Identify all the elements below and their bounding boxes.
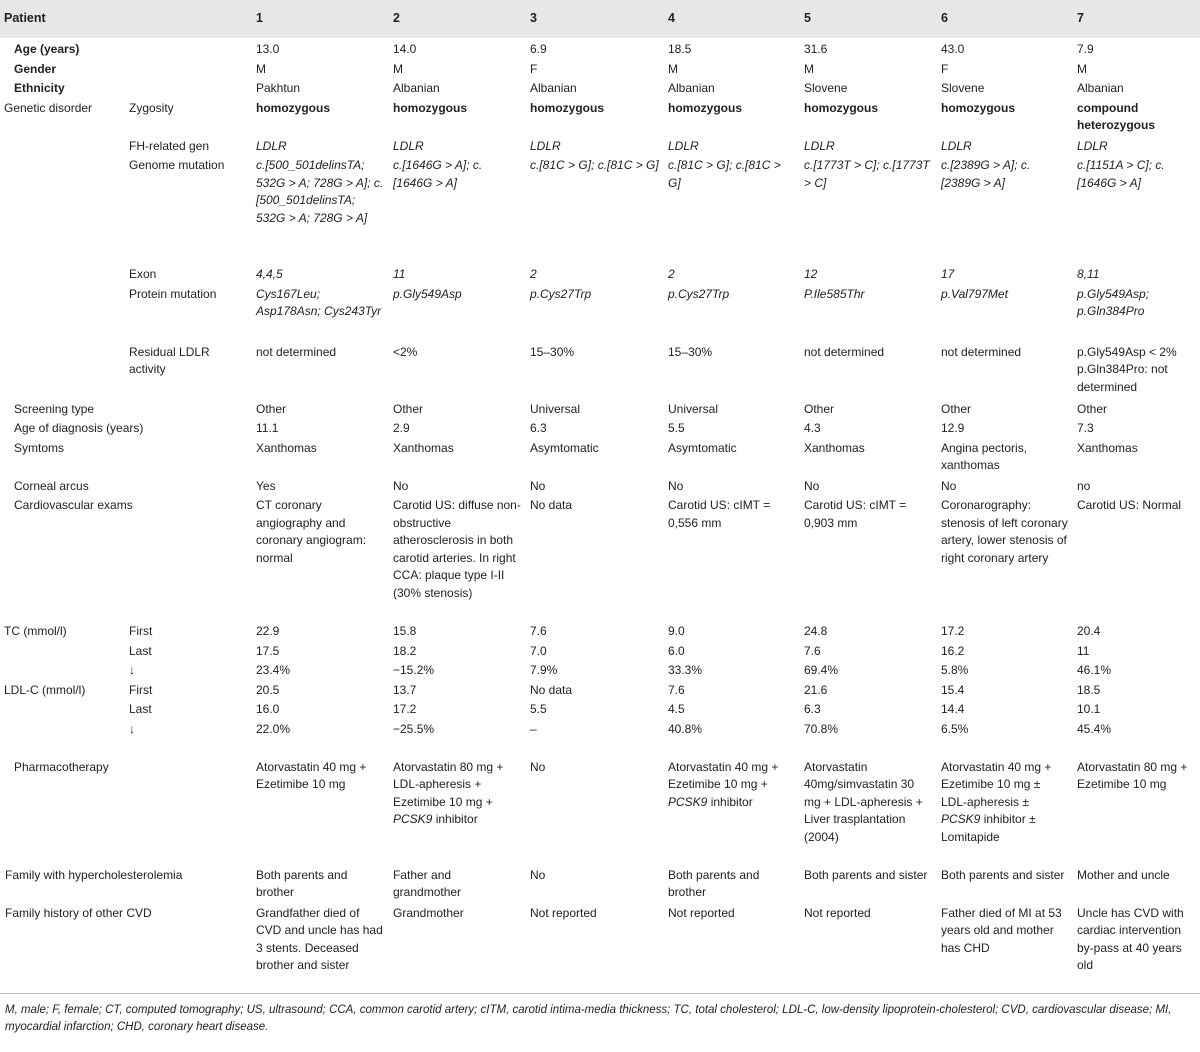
cell: Not reported: [668, 905, 735, 920]
cell: p.Gly549Asp: [393, 286, 462, 301]
cell: [936, 758, 1072, 866]
row-cv-exams: [0, 496, 1200, 622]
cell: 45.4%: [1077, 721, 1112, 736]
cell: 43.0: [941, 42, 965, 56]
cell: M: [668, 61, 678, 76]
cell-text: Atorvastatin 40 mg + Ezetimibe 10 mg +: [668, 759, 779, 791]
cell: 16.0: [256, 702, 280, 716]
cell: 11.1: [256, 421, 279, 435]
row-label: TC (mmol/l): [4, 624, 67, 638]
cell: LDLR: [393, 138, 424, 153]
cell: 7.9%: [530, 663, 558, 677]
down-arrow-icon: ↓: [129, 663, 135, 677]
cell: 6.9: [530, 42, 547, 56]
cell: No data: [530, 498, 573, 512]
cell: M: [256, 61, 266, 76]
cell: Both parents and sister: [804, 867, 928, 882]
cell: 2: [668, 267, 675, 281]
header-patient-1: 1: [256, 11, 263, 26]
cell: Other: [393, 401, 424, 416]
cell: Asymtomatic: [668, 440, 737, 455]
cell: 4.5: [668, 702, 685, 716]
row-family-hc: [0, 866, 1200, 904]
cell: 16.2: [941, 643, 965, 658]
cell: c.[500_501delinsTA; 532G > A; 728G > A]; c.[500_501delinsTA; 532G > A; 728G > A]: [256, 158, 384, 225]
cell: 9.0: [668, 624, 685, 638]
cell: Xanthomas: [1077, 440, 1138, 455]
row-gender: [0, 60, 1200, 80]
cell: No: [668, 478, 684, 493]
row-label: Age of diagnosis (years): [14, 421, 144, 435]
cell: p.Cys27Trp: [530, 286, 592, 301]
sub-label: Residual LDLR activity: [129, 344, 210, 376]
row-label: LDL-C (mmol/l): [4, 682, 86, 697]
row-family-cvd: [0, 904, 1200, 994]
cell: homozygous: [804, 100, 878, 115]
row-ldl-change: [0, 720, 1200, 758]
cell: Atorvastatin 80 mg + Ezetimibe 10 mg: [1077, 759, 1188, 791]
down-arrow-icon: ↓: [129, 721, 135, 736]
row-age: [0, 40, 1200, 60]
cell: M: [393, 61, 403, 76]
cell: 11: [1077, 643, 1090, 658]
cell: –: [530, 721, 537, 736]
cell: Both parents and brother: [256, 867, 348, 899]
cell: 20.4: [1077, 624, 1101, 638]
cell: 22.9: [256, 624, 280, 638]
cell: −25.5%: [393, 721, 435, 736]
row-label: Screening type: [14, 401, 95, 416]
row-screening-type: [0, 400, 1200, 420]
cell: <2%: [393, 344, 418, 359]
header-patient-3: 3: [530, 11, 537, 26]
cell: No: [530, 478, 546, 493]
sub-label: FH-related gen: [129, 138, 210, 153]
cell: homozygous: [668, 100, 742, 115]
cell: Not reported: [530, 905, 597, 920]
cell: Slovene: [804, 81, 848, 95]
cell: Albanian: [668, 81, 715, 95]
cell-text: inhibitor: [707, 794, 753, 809]
cell: 15.8: [393, 624, 417, 638]
cell: Father died of MI at 53 years old and mother has CHD: [941, 905, 1062, 955]
sub-label: First: [129, 682, 153, 697]
cell: homozygous: [941, 100, 1015, 115]
header-patient-5: 5: [804, 11, 811, 26]
row-fh-gene: [0, 137, 1200, 157]
cell: 4,4,5: [256, 267, 283, 281]
cell: Albanian: [1077, 81, 1124, 95]
cell: No: [393, 478, 409, 493]
cell: 18.5: [668, 42, 692, 56]
cell-text: Atorvastatin 40 mg + Ezetimibe 10 mg ± LDL-apheresis ±: [941, 759, 1052, 809]
cell: 20.5: [256, 682, 280, 697]
row-symptoms: [0, 439, 1200, 477]
cell: Father and grandmother: [393, 867, 462, 899]
cell-text: Atorvastatin 80 mg + LDL-apheresis + Ezetimibe 10 mg +: [393, 759, 504, 809]
cell: Albanian: [530, 81, 577, 95]
cell: 12: [804, 267, 818, 281]
cell: No: [530, 759, 546, 774]
cell: 24.8: [804, 624, 828, 638]
header-label: Patient: [4, 11, 46, 26]
sub-label: Zygosity: [129, 100, 174, 115]
cell: c.[81C > G]; c.[81C > G]: [668, 158, 781, 190]
cell: 4.3: [804, 421, 821, 435]
row-residual-activity: [0, 343, 1200, 400]
cell: 13.0: [256, 42, 280, 56]
cell: No: [530, 867, 546, 882]
row-tc-first: [0, 622, 1200, 642]
cell: Grandmother: [393, 905, 464, 920]
cell: Cys167Leu; Asp178Asn; Cys243Tyr: [256, 286, 382, 318]
row-ldl-last: [0, 700, 1200, 720]
cell-text: PCSK9: [941, 812, 981, 826]
cell: 7.9: [1077, 42, 1094, 56]
cell: 15–30%: [668, 344, 713, 359]
cell: 69.4%: [804, 663, 839, 677]
row-label: Ethnicity: [14, 81, 65, 95]
cell: 17.2: [393, 702, 417, 716]
cell: not determined: [256, 344, 337, 359]
cell: not determined: [941, 344, 1022, 359]
header-patient-2: 2: [393, 11, 400, 26]
cell: 18.2: [393, 643, 417, 658]
cell: homozygous: [393, 100, 467, 115]
cell: 6.3: [804, 702, 821, 716]
cell: CT coronary angiography and coronary angiogram: normal: [256, 498, 367, 565]
cell: Albanian: [393, 81, 440, 95]
table-footnote: M, male; F, female; CT, computed tomography; US, ultrasound; CCA, common carotid artery; cITM, carotid intima-media thickness; TC, total cholesterol; LDL-C, low-density lipoprotein-cholesterol; CVD, cardiovascular disease; MI, myocardial infarction; CHD, coronary heart disease.: [5, 1004, 1172, 1033]
cell: No: [941, 478, 957, 493]
cell: p.Val797Met: [941, 286, 1008, 301]
row-label: Family history of other CVD: [5, 905, 152, 920]
cell: homozygous: [256, 100, 330, 115]
cell: 15–30%: [530, 344, 575, 359]
cell: Both parents and sister: [941, 867, 1065, 882]
cell-text: inhibitor: [432, 812, 478, 826]
cell: 6.5%: [941, 721, 969, 736]
cell: 5.8%: [941, 663, 969, 677]
cell: F: [530, 61, 538, 76]
cell: Xanthomas: [393, 440, 454, 455]
cell: Carotid US: cIMT = 0,903 mm: [804, 498, 907, 530]
cell: p.Cys27Trp: [668, 286, 730, 301]
cell: F: [941, 61, 949, 76]
cell: 18.5: [1077, 682, 1101, 697]
row-corneal-arcus: [0, 477, 1200, 497]
cell: Carotid US: Normal: [1077, 498, 1182, 512]
cell: LDLR: [256, 138, 287, 153]
row-genome-mutation: [0, 156, 1200, 265]
cell: 46.1%: [1077, 663, 1112, 677]
cell: 14.0: [393, 42, 417, 56]
cell: 6.3: [530, 421, 547, 435]
cell: 2: [530, 267, 537, 281]
cell: Xanthomas: [256, 440, 317, 455]
cell: 70.8%: [804, 721, 839, 736]
cell: 17.2: [941, 624, 965, 638]
cell: Other: [256, 401, 287, 416]
sub-label: Exon: [129, 267, 157, 281]
cell: 23.4%: [256, 663, 291, 677]
cell: Universal: [530, 401, 581, 416]
cell-text: PCSK9: [393, 812, 433, 826]
cell-text: inhibitor ± Lomitapide: [941, 812, 1036, 844]
cell: LDLR: [941, 138, 972, 153]
row-label: Genetic disorder: [4, 100, 93, 115]
cell: P.Ile585Thr: [804, 286, 865, 301]
row-label: Age (years): [14, 42, 80, 56]
cell: 7.6: [668, 682, 685, 697]
cell: Asymtomatic: [530, 440, 599, 455]
cell: 17: [941, 267, 955, 281]
row-label: Pharmacotherapy: [14, 759, 109, 774]
cell: 6.0: [668, 643, 685, 658]
sub-label: Genome mutation: [129, 158, 225, 172]
row-label: Corneal arcus: [14, 478, 89, 493]
cell: Carotid US: cIMT = 0,556 mm: [668, 498, 771, 530]
cell: Angina pectoris, xanthomas: [941, 440, 1028, 472]
cell: p.Gly549Asp < 2% p.Gln384Pro: not determined: [1077, 344, 1177, 394]
cell: compound heterozygous: [1077, 100, 1156, 132]
row-tc-last: [0, 642, 1200, 662]
row-zygosity: [0, 99, 1200, 137]
header-patient-6: 6: [941, 11, 948, 26]
cell: [388, 758, 525, 866]
cell: Xanthomas: [804, 440, 865, 455]
cell: LDLR: [668, 138, 699, 153]
cell: 5.5: [668, 421, 685, 435]
header-patient-7: 7: [1077, 11, 1084, 26]
cell: Yes: [256, 478, 276, 493]
cell: 33.3%: [668, 663, 703, 677]
cell: Other: [1077, 401, 1108, 416]
cell: 7.3: [1077, 421, 1094, 435]
header-row: [0, 0, 1200, 38]
cell: Uncle has CVD with cardiac intervention by-pass at 40 years old: [1077, 905, 1184, 972]
cell: LDLR: [530, 138, 561, 153]
cell: no: [1077, 478, 1091, 493]
cell: M: [1077, 61, 1087, 76]
cell: 8,11: [1077, 267, 1100, 281]
cell: Both parents and brother: [668, 867, 760, 899]
cell-text: PCSK9: [668, 794, 708, 809]
cell: 11: [393, 267, 406, 281]
row-label: Symtoms: [14, 440, 65, 455]
cell: 17.5: [256, 643, 280, 658]
cell: 5.5: [530, 702, 547, 716]
cell: No: [804, 478, 820, 493]
cell: Atorvastatin 40 mg + Ezetimibe 10 mg: [256, 759, 367, 791]
cell: −15.2%: [393, 663, 435, 677]
cell: 13.7: [393, 682, 417, 697]
cell: 22.0%: [256, 721, 291, 736]
row-tc-change: [0, 661, 1200, 681]
cell: 21.6: [804, 682, 828, 697]
cell: Not reported: [804, 905, 871, 920]
row-protein-mutation: [0, 285, 1200, 343]
cell: c.[81C > G]; c.[81C > G]: [530, 158, 659, 172]
cell: p.Gly549Asp; p.Gln384Pro: [1077, 286, 1150, 318]
cell: 10.1: [1077, 702, 1101, 716]
cell: 14.4: [941, 702, 965, 716]
cell: Coronarography: stenosis of left coronary artery, lower stenosis of right coronary artery: [941, 498, 1068, 565]
cell: 15.4: [941, 682, 965, 697]
sub-label: Protein mutation: [129, 286, 217, 301]
cell: 12.9: [941, 421, 965, 435]
cell: Other: [941, 401, 972, 416]
row-exon: [0, 265, 1200, 285]
cell: 7.6: [804, 643, 821, 658]
cell: c.[2389G > A]; c.[2389G > A]: [941, 158, 1031, 190]
cell: Slovene: [941, 81, 985, 95]
cell: M: [804, 61, 814, 76]
cell: c.[1773T > C]; c.[1773T > C]: [804, 158, 930, 190]
cell: c.[1151A > C]; c.[1646G > A]: [1077, 158, 1165, 190]
row-ldl-first: [0, 681, 1200, 701]
row-label: Gender: [14, 61, 57, 76]
cell: No data: [530, 682, 573, 697]
cell: LDLR: [1077, 138, 1108, 153]
cell: 2.9: [393, 421, 410, 435]
row-ethnicity: [0, 79, 1200, 99]
header-patient-4: 4: [668, 11, 675, 26]
cell: Universal: [668, 401, 719, 416]
row-label: Cardiovascular exams: [14, 498, 133, 512]
cell: not determined: [804, 344, 885, 359]
sub-label: First: [129, 624, 153, 638]
row-label: Family with hypercholesterolemia: [5, 867, 183, 882]
sub-label: Last: [129, 643, 152, 658]
sub-label: Last: [129, 702, 152, 716]
cell: 7.6: [530, 624, 547, 638]
cell: Other: [804, 401, 835, 416]
cell: Grandfather died of CVD and uncle has had 3 stents. Deceased brother and sister: [256, 905, 383, 972]
cell: c.[1646G > A]; c.[1646G > A]: [393, 158, 483, 190]
cell: Carotid US: diffuse non- obstructive atherosclerosis in both carotid arteries. In right CCA: plaque type I-II (30% stenosis): [393, 498, 521, 600]
row-pharmacotherapy: [0, 758, 1200, 866]
row-age-diagnosis: [0, 419, 1200, 439]
cell: [663, 758, 799, 866]
cell: homozygous: [530, 100, 604, 115]
cell: Mother and uncle: [1077, 867, 1170, 882]
cell: 40.8%: [668, 721, 703, 736]
cell: 31.6: [804, 42, 828, 56]
cell: 7.0: [530, 643, 547, 658]
cell: LDLR: [804, 138, 835, 153]
cell: Atorvastatin 40mg/simvastatin 30 mg + LDL-apheresis + Liver trasplantation (2004): [804, 759, 923, 844]
cell: Pakhtun: [256, 81, 301, 95]
